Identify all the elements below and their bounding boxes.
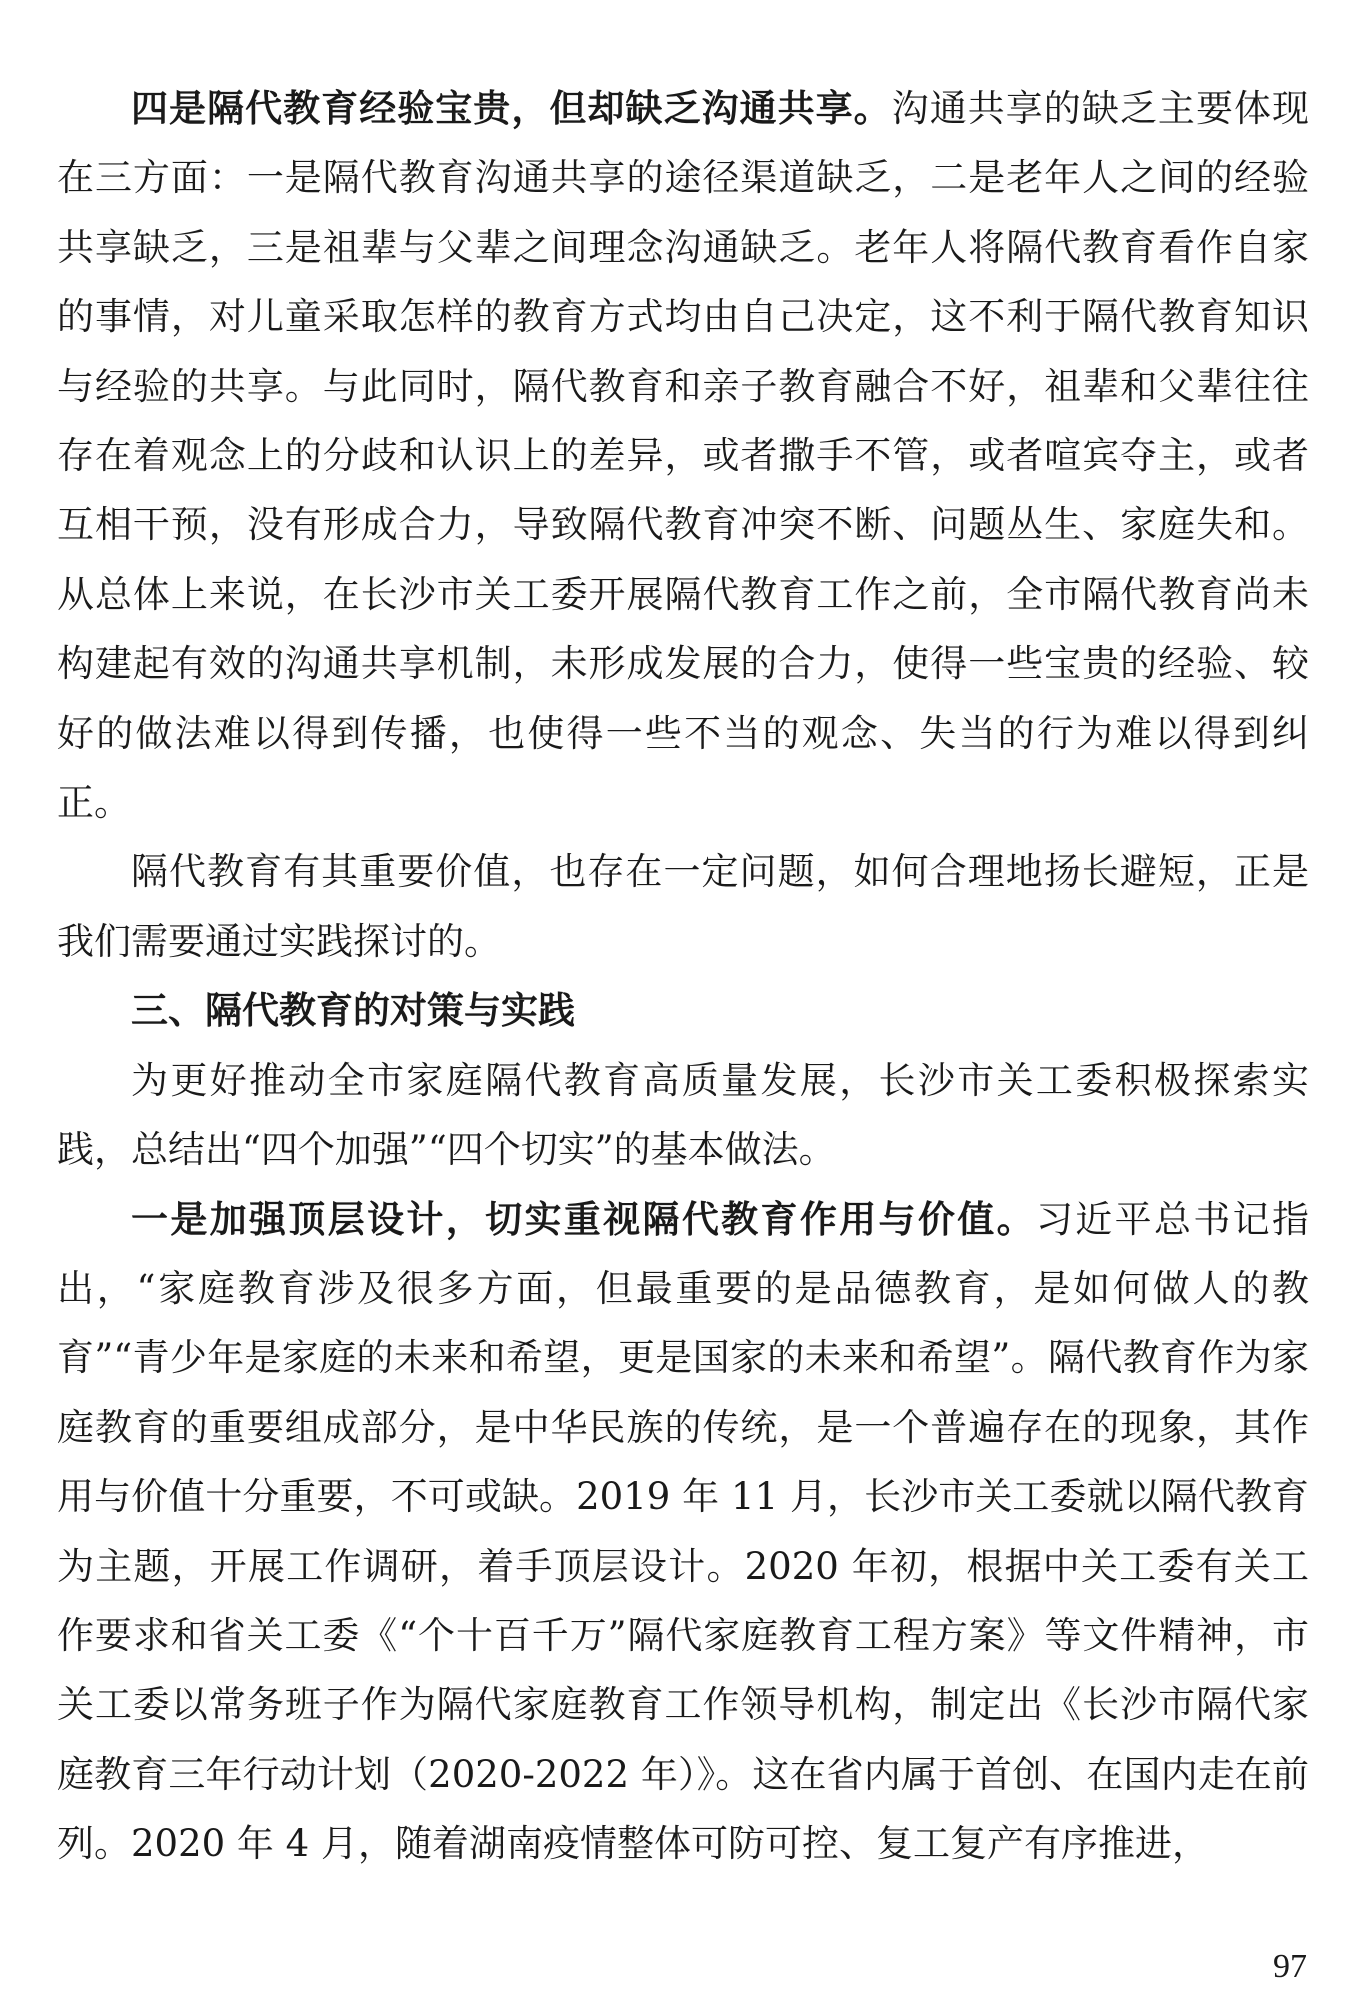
section-heading: 三、隔代教育的对策与实践 xyxy=(131,989,575,1033)
paragraph-4 xyxy=(57,1185,1309,1879)
paragraph-text: 沟通共享的缺乏主要体现在三方面：一是隔代教育沟通共享的途径渠道缺乏，二是老年人之间的经验共享缺乏，三是祖辈与父辈之间理念沟通缺乏。老年人将隔代教育看作自家的事情，对儿童采取怎样的教育方式均由自己决定，这不利于隔代教育知识与经验的共享。与此同时，隔代教育和亲子教育融合不好，祖辈和父辈往往存在着观念上的分歧和认识上的差异，或者撒手不管，或者喧宾夺主，或者互相干预，没有形成合力，导致隔代教育冲突不断、问题丛生、家庭失和。从总体上来说，在长沙市关工委开展隔代教育工作之前，全市隔代教育尚未构建起有效的沟通共享机制，未形成发展的合力，使得一些宝贵的经验、较好的做法难以得到传播，也使得一些不当的观念、失当的行为难以得到纠正。 xyxy=(57,87,1310,825)
paragraph-text: 为更好推动全市家庭隔代教育高质量发展，长沙市关工委积极探索实践，总结出“四个加强”“四个切实”的基本做法。 xyxy=(57,1058,1309,1172)
paragraph-1 xyxy=(57,74,1309,837)
paragraph-text: 习近平总书记指出，“家庭教育涉及很多方面，但最重要的是品德教育，是如何做人的教育”“青少年是家庭的未来和希望，更是国家的未来和希望”。隔代教育作为家庭教育的重要组成部分，是中华民族的传统，是一个普遍存在的现象，其作用与价值十分重要，不可或缺。2019 年 11 月，长沙市关工委就以隔代教育为主题，开展工作调研，着手顶层设计。2020 年初，根据中关工委有关工作要求和省关工委《“个十百千万”隔代家庭教育工程方案》等文件精神，市关工委以常务班子作为隔代家庭教育工作领导机构，制定出《长沙市隔代家庭教育三年行动计划（2020-2022 年）》。这在省内属于首创、在国内走在前列。2020 年 4 月，随着湖南疫情整体可防可控、复工复产有序推进， xyxy=(57,1197,1310,1866)
page-number: 97 xyxy=(1273,1948,1307,1985)
paragraph-2 xyxy=(57,837,1309,976)
paragraph-lead: 四是隔代教育经验宝贵，但却缺乏沟通共享。 xyxy=(131,87,892,130)
paragraph-lead: 一是加强顶层设计，切实重视隔代教育作用与价值。 xyxy=(131,1197,1036,1241)
paragraph-3 xyxy=(57,1046,1309,1185)
document-body xyxy=(57,74,1309,1879)
paragraph-text: 隔代教育有其重要价值，也存在一定问题，如何合理地扬长避短，正是我们需要通过实践探讨的。 xyxy=(57,850,1309,963)
